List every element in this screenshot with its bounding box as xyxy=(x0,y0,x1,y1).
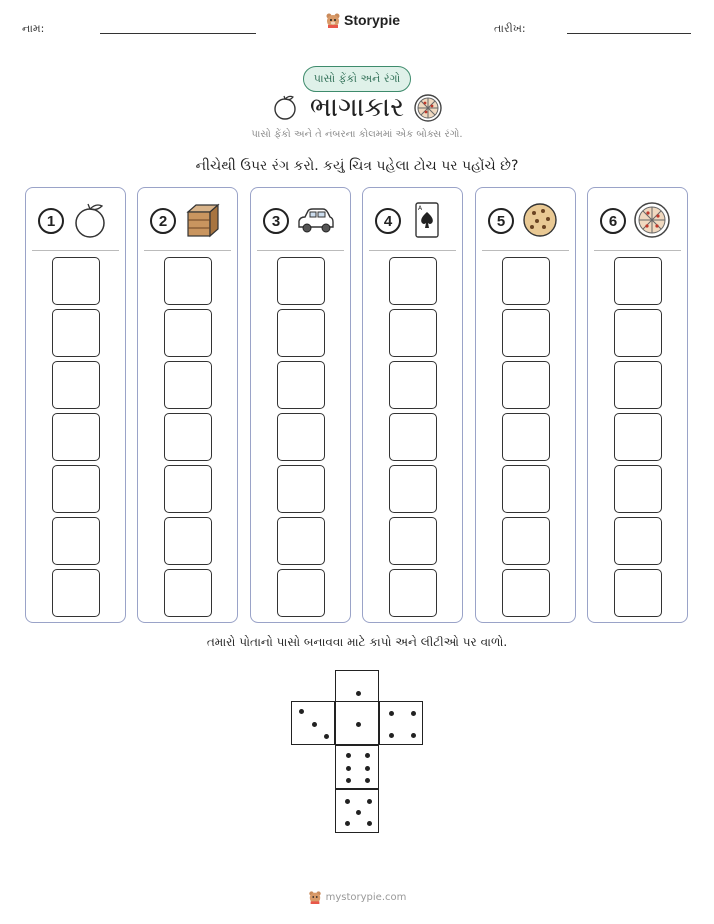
column-number: 1 xyxy=(38,208,64,234)
color-box[interactable] xyxy=(164,257,212,305)
pip xyxy=(389,711,394,716)
footer-url[interactable]: mystorypie.com xyxy=(325,891,407,903)
playing-card-spade-icon xyxy=(407,200,447,240)
color-box[interactable] xyxy=(502,517,550,565)
color-box[interactable] xyxy=(52,465,100,513)
column-2 xyxy=(137,187,238,623)
column-5 xyxy=(475,187,576,623)
activity-badge: પાસો ફેંકો અને રંગો xyxy=(303,66,411,92)
color-box[interactable] xyxy=(277,413,325,461)
column-number: 6 xyxy=(600,208,626,234)
color-box[interactable] xyxy=(389,257,437,305)
pip xyxy=(299,709,304,714)
divider xyxy=(369,250,456,251)
pizza-icon xyxy=(414,94,442,122)
color-box[interactable] xyxy=(389,413,437,461)
color-box[interactable] xyxy=(502,569,550,617)
column-number: 5 xyxy=(488,208,514,234)
color-box[interactable] xyxy=(614,465,662,513)
bear-mascot-icon xyxy=(308,890,322,904)
pizza-icon xyxy=(632,200,672,240)
color-box[interactable] xyxy=(52,361,100,409)
color-box[interactable] xyxy=(614,413,662,461)
color-box[interactable] xyxy=(614,309,662,357)
date-line[interactable] xyxy=(567,33,691,34)
divider xyxy=(257,250,344,251)
pip xyxy=(356,810,361,815)
color-box[interactable] xyxy=(277,257,325,305)
footer xyxy=(0,890,714,904)
date-label: તારીખ: xyxy=(494,22,526,35)
color-box[interactable] xyxy=(52,309,100,357)
pip xyxy=(389,733,394,738)
pip xyxy=(346,766,351,771)
divider xyxy=(482,250,569,251)
color-box[interactable] xyxy=(389,569,437,617)
question-text: નીચેથી ઉપર રંગ કરો. કયું ચિત્ર પહેલા ટોચ પર પહોંચે છે? xyxy=(195,158,519,174)
svg-text:A: A xyxy=(418,205,423,212)
color-box[interactable] xyxy=(164,309,212,357)
color-box[interactable] xyxy=(164,413,212,461)
column-3 xyxy=(250,187,351,623)
name-label: નામ: xyxy=(22,22,45,35)
brand-logo xyxy=(325,12,400,28)
color-box[interactable] xyxy=(614,257,662,305)
pip xyxy=(411,733,416,738)
color-box[interactable] xyxy=(277,465,325,513)
color-box[interactable] xyxy=(502,413,550,461)
name-line[interactable] xyxy=(100,33,256,34)
color-box[interactable] xyxy=(52,257,100,305)
color-box[interactable] xyxy=(502,361,550,409)
car-icon xyxy=(295,200,335,240)
dice-face-4 xyxy=(379,701,423,745)
pip xyxy=(367,821,372,826)
cookie-icon xyxy=(520,200,560,240)
color-box[interactable] xyxy=(389,465,437,513)
dice-face-3 xyxy=(291,701,335,745)
bear-mascot-icon xyxy=(325,12,341,28)
color-box[interactable] xyxy=(502,309,550,357)
color-box[interactable] xyxy=(277,309,325,357)
dice-face-1 xyxy=(335,701,379,745)
instructions-text: પાસો ફેંકો અને તે નંબરના કોલમમાં એક બોક્સ રંગો. xyxy=(251,129,463,140)
color-box[interactable] xyxy=(614,569,662,617)
column-number: 2 xyxy=(150,208,176,234)
cut-instruction: તમારો પોતાનો પાસો બનાવવા માટે કાપો અને લીટીઓ પર વાળો. xyxy=(206,635,508,649)
pip xyxy=(356,722,361,727)
pip xyxy=(365,753,370,758)
pip xyxy=(365,766,370,771)
color-box[interactable] xyxy=(164,361,212,409)
pip xyxy=(346,778,351,783)
dice-face-5 xyxy=(335,789,379,833)
pip xyxy=(345,821,350,826)
pip xyxy=(356,691,361,696)
pip xyxy=(367,799,372,804)
color-box[interactable] xyxy=(614,361,662,409)
column-1 xyxy=(25,187,126,623)
column-6 xyxy=(587,187,688,623)
divider xyxy=(144,250,231,251)
wooden-crate-icon xyxy=(182,200,222,240)
pip xyxy=(345,799,350,804)
pip xyxy=(365,778,370,783)
color-box[interactable] xyxy=(502,465,550,513)
color-box[interactable] xyxy=(277,569,325,617)
pip xyxy=(312,722,317,727)
color-box[interactable] xyxy=(389,361,437,409)
page-title: ભાગાકાર xyxy=(309,92,405,123)
color-box[interactable] xyxy=(389,309,437,357)
divider xyxy=(32,250,119,251)
column-4 xyxy=(362,187,463,623)
column-number: 3 xyxy=(263,208,289,234)
column-number: 4 xyxy=(375,208,401,234)
color-box[interactable] xyxy=(52,517,100,565)
color-box[interactable] xyxy=(164,569,212,617)
pip xyxy=(324,734,329,739)
color-box[interactable] xyxy=(52,569,100,617)
pip xyxy=(411,711,416,716)
color-box[interactable] xyxy=(164,465,212,513)
color-box[interactable] xyxy=(502,257,550,305)
dice-face-6 xyxy=(335,745,379,789)
color-box[interactable] xyxy=(52,413,100,461)
color-box[interactable] xyxy=(614,517,662,565)
color-box[interactable] xyxy=(164,517,212,565)
orange-icon xyxy=(70,200,110,240)
divider xyxy=(594,250,681,251)
color-box[interactable] xyxy=(277,517,325,565)
color-box[interactable] xyxy=(277,361,325,409)
pip xyxy=(346,753,351,758)
color-box[interactable] xyxy=(389,517,437,565)
brand-name: Storypie xyxy=(344,12,401,28)
